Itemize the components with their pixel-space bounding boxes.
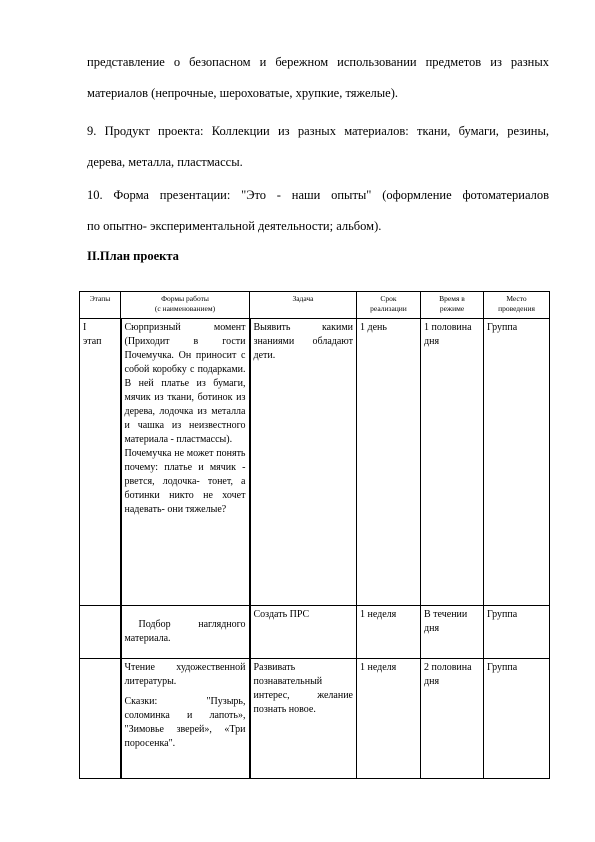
project-plan-table	[79, 291, 550, 779]
forms-cell: Чтение художественной литературы. Сказки: "Пузырь, соломинка и лапоть», "Зимовье зверей», «Три поросенка".	[121, 659, 250, 779]
place-cell: Группа	[484, 319, 550, 606]
section-heading: II.План проекта	[87, 249, 179, 263]
forms-cell: Сюрпризный момент (Приходит в гости Почемучка. Он приносит с собой коробку с подарками. В ней платье из бумаги, мячик из ткани, ботинок из дерева, лодочка из металла и чашка из неизвестного материала - пластмассы). Почемучка не может понять почему: платье и мячик - рвется, лодочка- тонет, а ботинки никто не хочет надевать- они тяжелые?	[121, 319, 250, 606]
header-task: Задача	[250, 292, 357, 319]
task-cell: Развивать познавательный интерес, желание познать новое.	[250, 659, 357, 779]
header-stage: Этапы	[80, 292, 121, 319]
paragraph-line: по опытно- экспериментальной деятельности; альбом).	[87, 219, 382, 233]
table-row	[80, 319, 550, 606]
term-cell: 1 день	[357, 319, 421, 606]
paragraph-line: дерева, металла, пластмассы.	[87, 155, 243, 169]
stage-cell	[80, 606, 121, 659]
header-time: Время в режиме	[421, 292, 484, 319]
task-cell: Создать ПРС	[250, 606, 357, 659]
term-cell: 1 неделя	[357, 606, 421, 659]
stage-cell: I этап	[80, 319, 121, 606]
paragraph-presentation-form	[87, 180, 549, 242]
table-row	[80, 659, 550, 779]
forms-cell: Подбор наглядного материала.	[121, 606, 250, 659]
header-term: Срок реализации	[357, 292, 421, 319]
task-cell: Выявить какими знаниями обладают дети.	[250, 319, 357, 606]
paragraph-line: 9. Продукт проекта: Коллекции из разных материалов: ткани, бумаги, резины,	[87, 124, 549, 138]
header-forms: Формы работы (с наименованием)	[121, 292, 250, 319]
paragraph-line: представление о безопасном и бережном использовании предметов из разных	[87, 55, 549, 69]
time-cell: 1 половина дня	[421, 319, 484, 606]
term-cell: 1 неделя	[357, 659, 421, 779]
header-place: Место проведения	[484, 292, 550, 319]
time-cell: В течении дня	[421, 606, 484, 659]
place-cell: Группа	[484, 659, 550, 779]
table-header-row	[80, 292, 550, 319]
paragraph-safety	[87, 47, 549, 109]
paragraph-line: материалов (непрочные, шероховатые, хрупкие, тяжелые).	[87, 86, 398, 100]
paragraph-project-product	[87, 116, 549, 178]
time-cell: 2 половина дня	[421, 659, 484, 779]
paragraph-line: 10. Форма презентации: "Это - наши опыты" (оформление фотоматериалов	[87, 188, 549, 202]
stage-cell	[80, 659, 121, 779]
table-row	[80, 606, 550, 659]
place-cell: Группа	[484, 606, 550, 659]
